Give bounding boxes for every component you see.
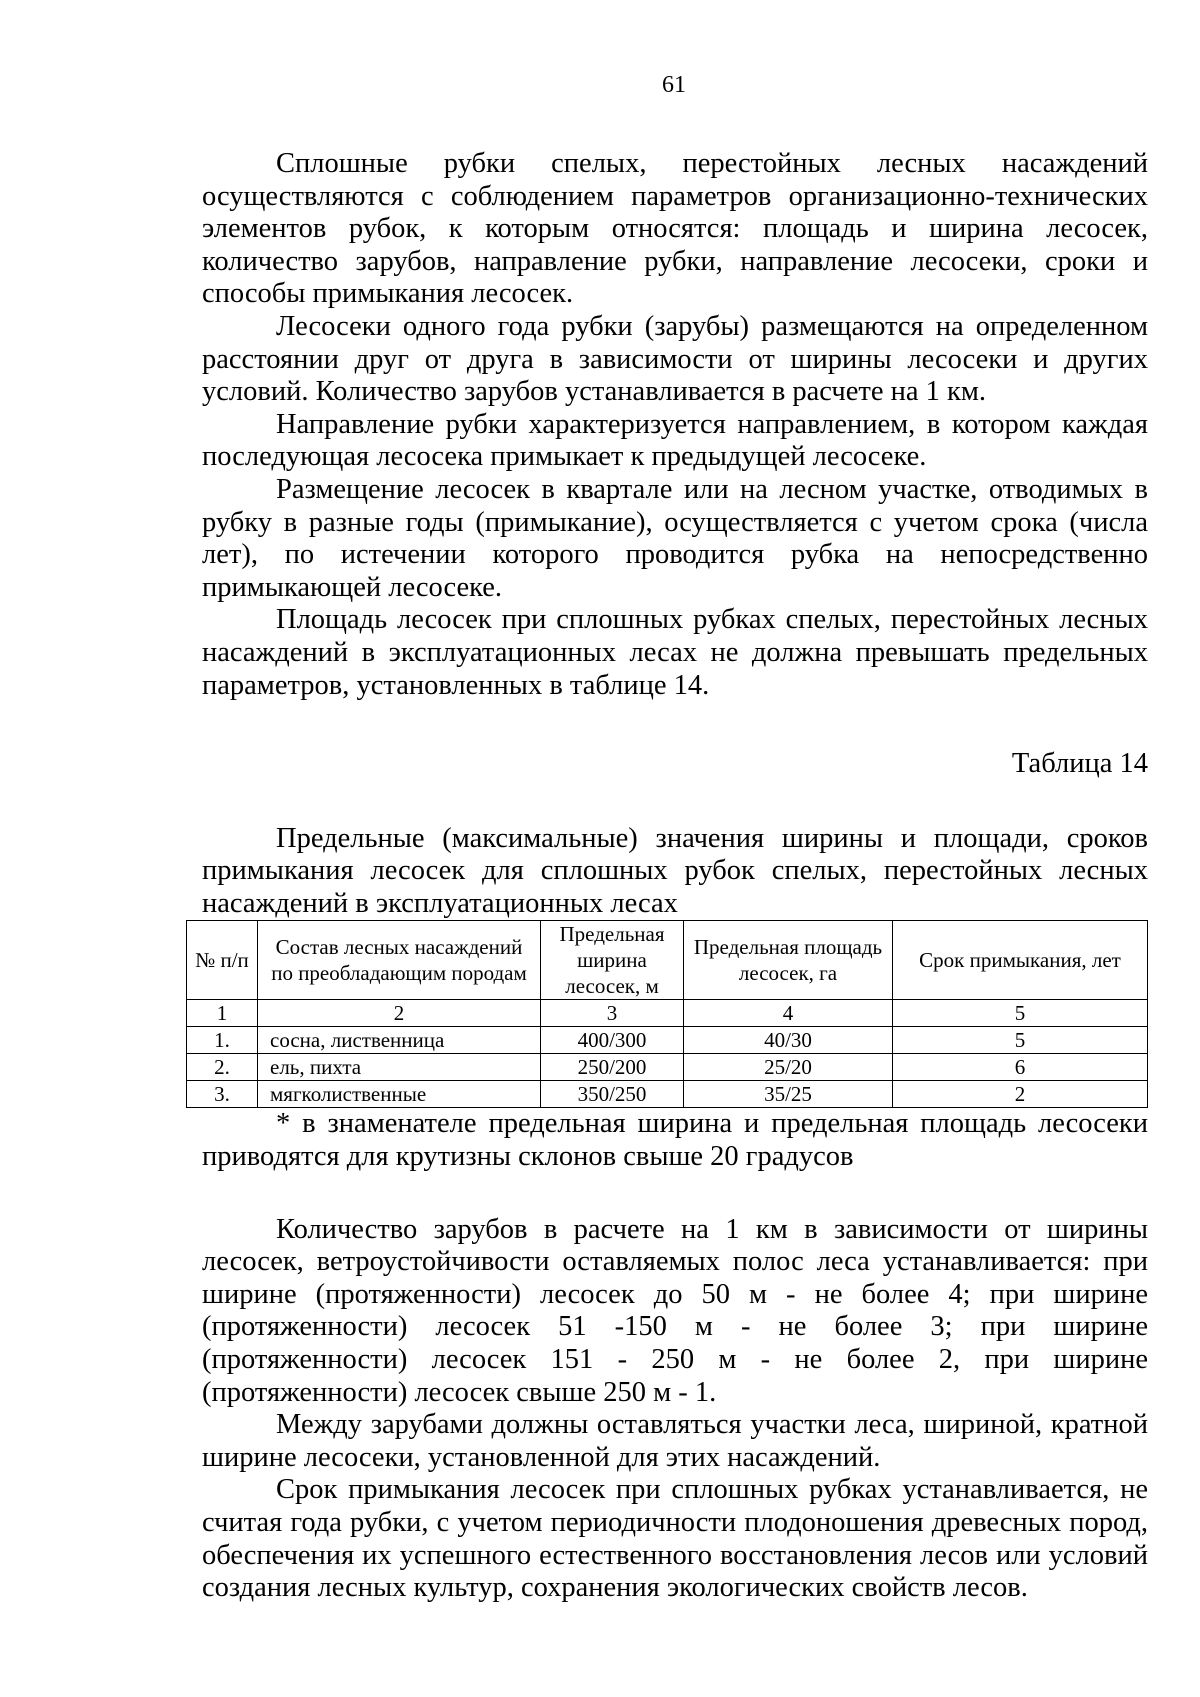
paragraph: Количество зарубов в расчете на 1 км в зависимости от ширины лесосек, ветроустойчивости оставляемых полос леса устанавливается: при ширине (протяженности) лесосек до 50 м - не более 4; при ширине (протяженности) лесосек 51 -150 м - не более 3; при ширине (протяженности) лесосек 151 - 250 м - не более 2, при ширине (протяженности) лесосек свыше 250 м - 1. [202,1213,1148,1408]
table-row [187,1027,1148,1054]
table-footnote: * в знаменателе предельная ширина и предельная площадь лесосеки приводятся для крутизны склонов свыше 20 градусов [202,1108,1148,1173]
table-cell: 25/20 [684,1054,893,1081]
table-cell: 3. [187,1081,258,1108]
header-term: Срок примыкания, лет [893,921,1148,1000]
paragraph: Площадь лесосек при сплошных рубках спелых, перестойных лесных насаждений в эксплуатационных лесах не должна превышать предельных параметров, установленных в таблице 14. [202,604,1148,701]
table-label: Таблица 14 [1011,748,1148,780]
table-numbering-row [187,1000,1148,1027]
table-cell: 400/300 [541,1027,684,1054]
table-cell: 2. [187,1054,258,1081]
table-cell: мягколиственные [258,1081,541,1108]
header-number: № п/п [187,921,258,1000]
spacer [202,1174,1148,1214]
paragraph: Срок примыкания лесосек при сплошных рубках устанавливается, не считая года рубки, с учетом периодичности плодоношения древесных пород, обеспечения их успешного естественного восстановления лесов или условий создания лесных культур, сохранения экологических свойств лесов. [202,1474,1148,1604]
table-cell: 2 [258,1000,541,1027]
header-composition: Состав лесных насаждений по преобладающим породам [258,921,541,1000]
paragraph: Размещение лесосек в квартале или на лесном участке, отводимых в рубку в разные годы (примыкание), осуществляется с учетом срока (числа лет), по истечении которого проводится рубка на непосредственно примыкающей лесосеке. [202,473,1148,603]
header-width: Предельная ширина лесосек, м [541,921,684,1000]
table-cell: 6 [893,1054,1148,1081]
table-caption: Предельные (максимальные) значения ширины и площади, сроков примыкания лесосек для сплошных рубок спелых, перестойных лесных насаждений в эксплуатационных лесах [202,822,1148,919]
table-cell: 4 [684,1000,893,1027]
table-cell: 350/250 [541,1081,684,1108]
paragraph: Сплошные рубки спелых, перестойных лесных насаждений осуществляются с соблюдением параметров организационно-технических элементов рубок, к которым относятся: площадь и ширина лесосек, количество зарубов, направление рубки, направление лесосеки, сроки и способы примыкания лесосек. [202,148,1148,310]
table-row [187,1081,1148,1108]
table-cell: ель, пихта [258,1054,541,1081]
paragraph: Между зарубами должны оставляться участки леса, шириной, кратной ширине лесосеки, установленной для этих насаждений. [202,1409,1148,1473]
paragraph: Направление рубки характеризуется направлением, в котором каждая последующая лесосека примыкает к предыдущей лесосеке. [202,408,1148,473]
table-cell: 3 [541,1000,684,1027]
table-cell: сосна, лиственница [258,1027,541,1054]
table-cell: 40/30 [684,1027,893,1054]
page-number: 61 [662,72,686,98]
table-row [187,1054,1148,1081]
table-cell: 35/25 [684,1081,893,1108]
table-header-row [187,921,1148,1000]
limits-table [186,920,1148,1108]
table-cell: 2 [893,1081,1148,1108]
table-cell: 5 [893,1027,1148,1054]
table-cell: 1 [187,1000,258,1027]
table-cell: 250/200 [541,1054,684,1081]
header-area: Предельная площадь лесосек, га [684,921,893,1000]
table-cell: 1. [187,1027,258,1054]
paragraph: Лесосеки одного года рубки (зарубы) размещаются на определенном расстоянии друг от друга в зависимости от ширины лесосеки и других условий. Количество зарубов устанавливается в расчете на 1 км. [202,310,1148,408]
document-body [195,148,1148,1605]
table-cell: 5 [893,1000,1148,1027]
